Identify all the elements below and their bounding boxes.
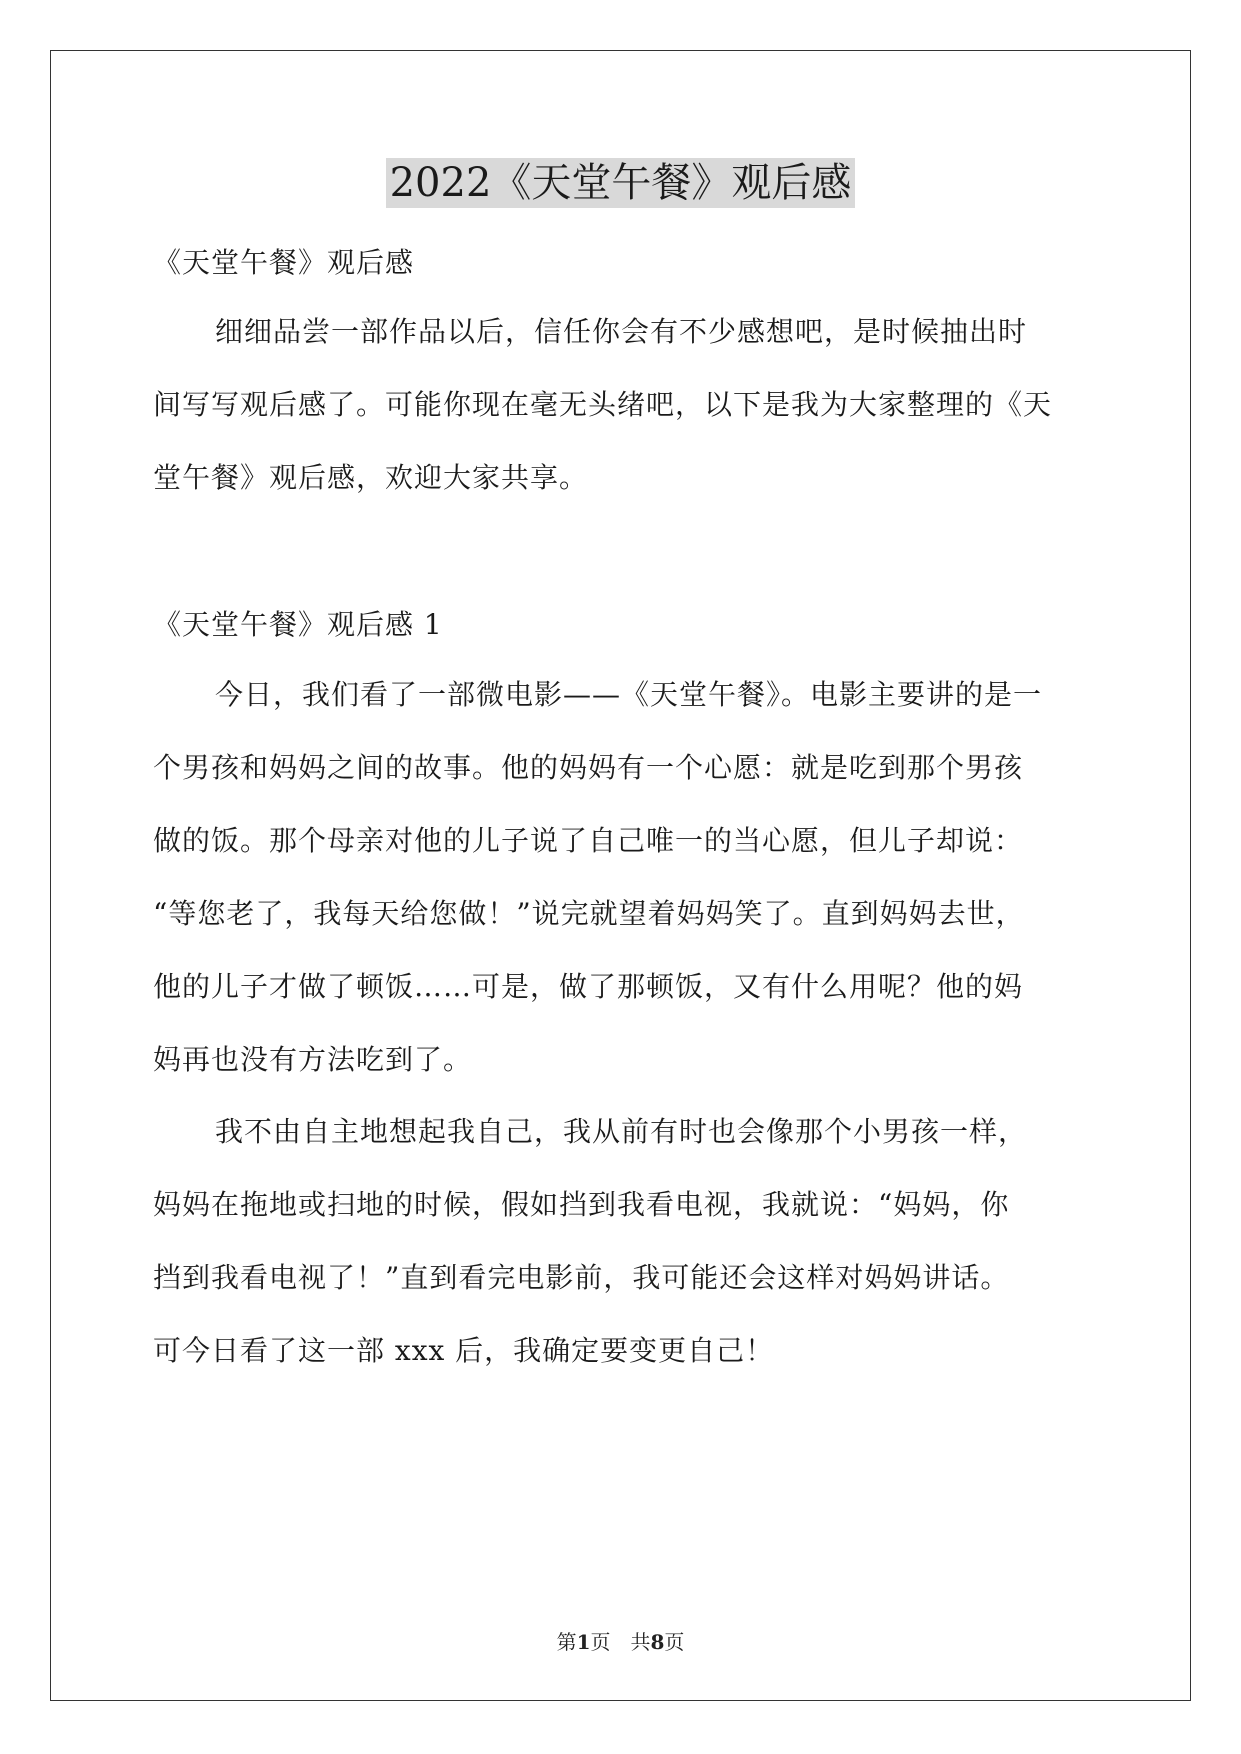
page-frame (50, 50, 1191, 1701)
footer-prefix: 第 (556, 1630, 577, 1654)
page-number-footer (0, 1628, 1241, 1656)
section-heading: 《天堂午餐》观后感 1 (153, 608, 443, 641)
current-page-number: 1 (576, 1630, 591, 1654)
intro-line: 间写写观后感了。可能你现在毫无头绪吧，以下是我为大家整理的《天 (153, 388, 1053, 421)
paragraph-line: “等您老了，我每天给您做！”说完就望着妈妈笑了。直到妈妈去世， (153, 897, 1025, 930)
document-subtitle: 《天堂午餐》观后感 (153, 246, 415, 279)
paragraph-line: 做的饭。那个母亲对他的儿子说了自己唯一的当心愿，但儿子却说： (153, 824, 1024, 857)
intro-line: 堂午餐》观后感，欢迎大家共享。 (153, 461, 589, 494)
document-title (0, 155, 1241, 211)
paragraph-line: 妈再也没有方法吃到了。 (153, 1043, 473, 1076)
paragraph-line: 妈妈在拖地或扫地的时候，假如挡到我看电视，我就说：“妈妈，你 (153, 1188, 1010, 1221)
paragraph-line: 个男孩和妈妈之间的故事。他的妈妈有一个心愿：就是吃到那个男孩 (153, 751, 1024, 784)
paragraph-line: 今日，我们看了一部微电影——《天堂午餐》。电影主要讲的是一 (215, 678, 1043, 711)
paragraph-line: 我不由自主地想起我自己，我从前有时也会像那个小男孩一样， (215, 1115, 1028, 1148)
paragraph-line: 他的儿子才做了顿饭……可是，做了那顿饭，又有什么用呢？他的妈 (153, 970, 1024, 1003)
footer-suffix: 页 (664, 1630, 685, 1654)
paragraph-line: 挡到我看电视了！”直到看完电影前，我可能还会这样对妈妈讲话。 (153, 1261, 1010, 1294)
total-page-count: 8 (650, 1630, 665, 1654)
document-title-text: 2022《天堂午餐》观后感 (386, 158, 856, 208)
intro-line: 细细品尝一部作品以后，信任你会有不少感想吧，是时候抽出时 (215, 315, 1028, 348)
footer-mid: 页 共 (590, 1630, 651, 1654)
paragraph-line: 可今日看了这一部 xxx 后，我确定要变更自己！ (153, 1334, 775, 1367)
